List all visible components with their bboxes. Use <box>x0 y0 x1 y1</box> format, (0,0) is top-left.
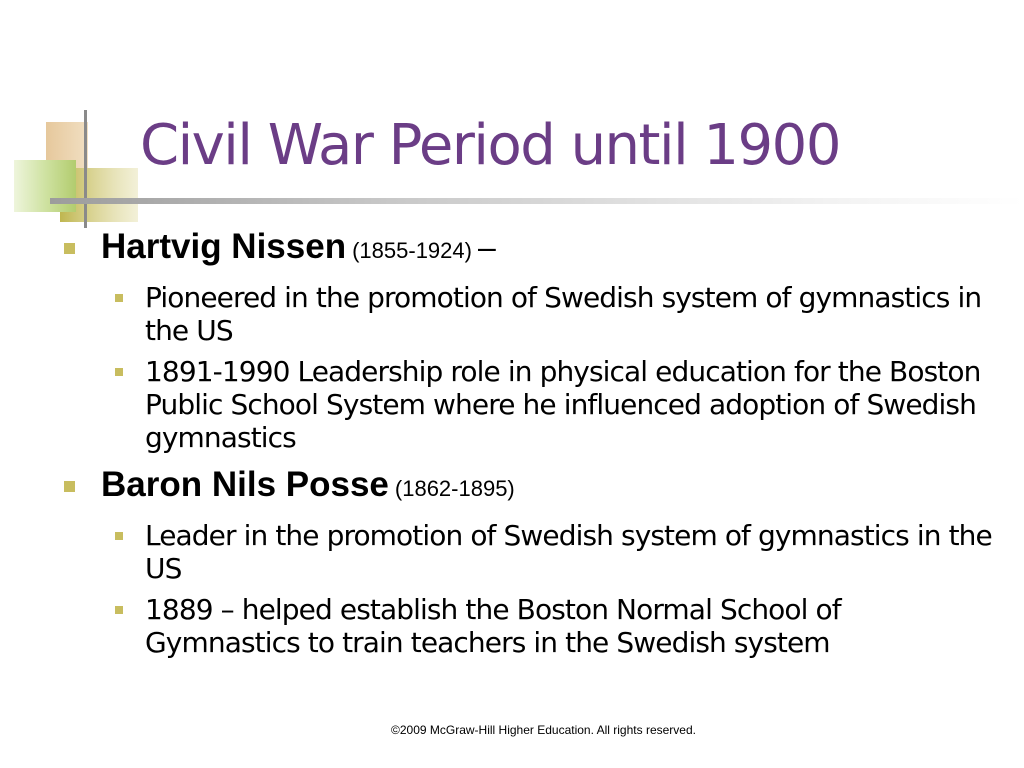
square-bullet-icon <box>64 243 75 254</box>
sub-point <box>0 593 1024 659</box>
sub-point <box>0 281 1024 347</box>
square-bullet-icon <box>115 532 123 540</box>
title-dash: – <box>477 229 496 265</box>
deco-vertical-line <box>84 110 87 228</box>
slide-body <box>0 226 1024 667</box>
square-bullet-icon <box>64 481 75 492</box>
copyright-footer: ©2009 McGraw-Hill Higher Education. All rights reserved. <box>391 723 696 737</box>
sub-point-text: Pioneered in the promotion of Swedish system of gymnastics in the US <box>145 281 982 347</box>
square-bullet-icon <box>115 368 123 376</box>
sub-point-text: Leader in the promotion of Swedish system of gymnastics in the US <box>145 519 992 585</box>
sub-point-text: 1891-1990 Leadership role in physical education for the Boston Public School System where he influenced adoption of Swedish gymnastics <box>145 355 981 454</box>
person-name: Hartvig Nissen <box>101 227 347 266</box>
slide-title: Civil War Period until 1900 <box>140 113 840 178</box>
person-name: Baron Nils Posse <box>101 465 389 504</box>
section-hartvig-nissen <box>0 226 1024 275</box>
square-bullet-icon <box>115 606 123 614</box>
sub-point <box>0 355 1024 454</box>
sub-point-text: 1889 – helped establish the Boston Normal School of Gymnastics to train teachers in the Swedish system <box>145 593 841 659</box>
title-underline <box>50 198 1024 204</box>
corner-decoration <box>0 0 140 230</box>
square-bullet-icon <box>115 294 123 302</box>
deco-green-block <box>14 160 76 212</box>
person-dates: (1855-1924) <box>352 238 472 263</box>
sub-point <box>0 519 1024 585</box>
section-baron-nils-posse <box>0 464 1024 513</box>
person-dates: (1862-1895) <box>394 476 515 501</box>
